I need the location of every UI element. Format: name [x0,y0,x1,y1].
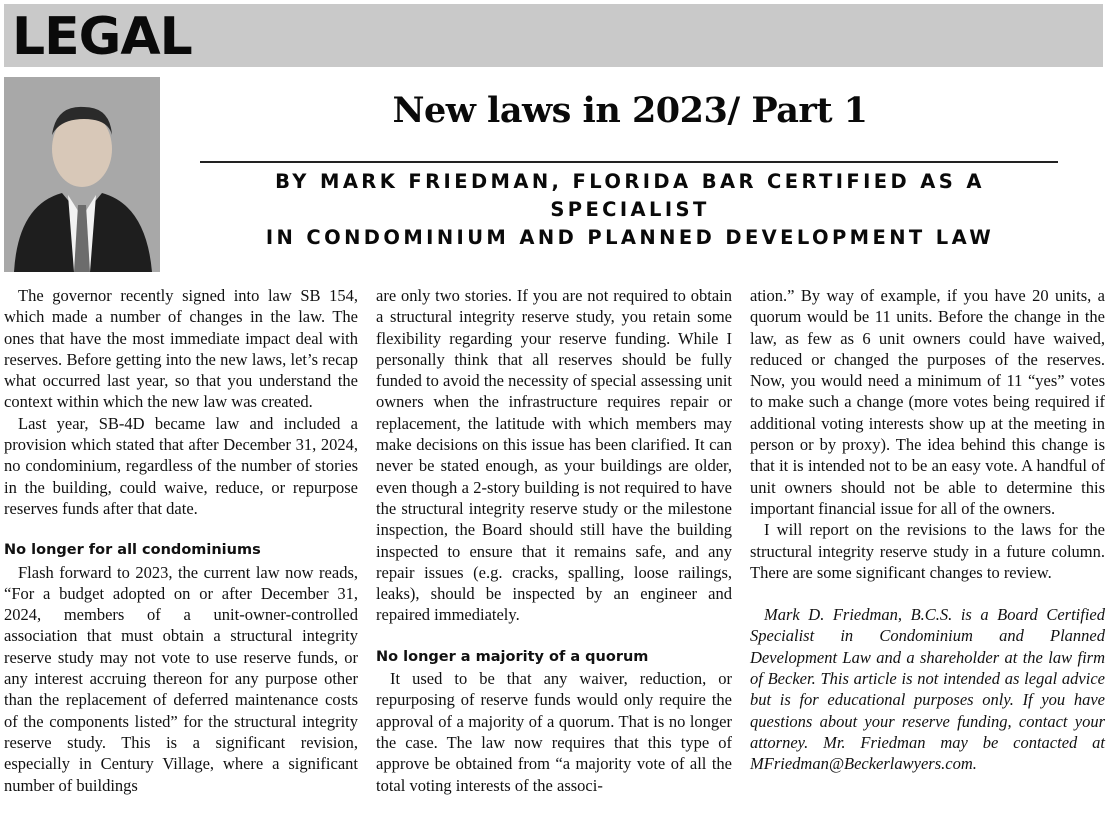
article-byline [196,168,1064,252]
paragraph: ation.” By way of example, if you have 20 units, a quorum would be 11 units. Before the change in the law, as few as 6 unit owners could have waived, reduced or changed the purposes of the reserves. Now, you would need a minimum of 11 “yes” votes to make such a change (more votes being required if additional voting interests show up at the meeting in person or by proxy). The idea behind this change is that it is intended not to be an easy vote. A handful of unit owners should not be able to determine this important financial issue for all of the owners. [750,286,1105,518]
article-column-2 [376,285,732,796]
paragraph: Last year, SB-4D became law and included a provision which stated that after December 31, 2024, no condominium, regardless of the number of stories in the building, could waive, reduce, or repurpose reserves funds after that date. [4,413,358,518]
author-portrait-icon [4,77,160,272]
byline-line-2: IN CONDOMINIUM AND PLANNED DEVELOPMENT LAW [265,226,995,249]
headline-divider [200,161,1058,163]
subheading: No longer for all condominiums [4,542,261,559]
article-headline: New laws in 2023/ Part 1 [392,90,868,131]
section-label: LEGAL [12,7,192,67]
subheading: No longer a majority of a quorum [376,648,649,665]
section-header-bar [4,4,1103,67]
paragraph: I will report on the revisions to the laws for the structural integrity reserve study in a future column. There are some significant changes to review. [750,520,1105,582]
paragraph: It used to be that any waiver, reduction, or repurposing of reserve funds would only require the approval of a majority of a quorum. That is no longer the case. The law now requires that this type of approve be obtained from “a majority vote of all the total voting interests of the associ- [376,669,732,795]
byline-line-1: BY MARK FRIEDMAN, FLORIDA BAR CERTIFIED AS A SPECIALIST [275,170,985,221]
paragraph: The governor recently signed into law SB 154, which made a number of changes in the law. The ones that have the most immediate impact deal with reserves. Before getting into the new laws, let’s recap what occurred last year, so that you understand the context within which the new law was created. [4,286,358,412]
article-column-1 [4,285,358,796]
paragraph: are only two stories. If you are not required to obtain a structural integrity reserve study, you retain some flexibility regarding your reserve funding. While I personally think that all reserves should be fully funded to avoid the necessity of special assessing unit owners when the infrastructure requires repair or replacement, the latitude with which members may make decisions on this issue has been clarified. It can never be stated enough, as your buildings are older, even though a 2-story building is not required to have the structural integrity reserve study or the milestone inspection, the Board should still have the building inspected to ensure that it remains safe, and any repair issues (e.g. cracks, spalling, loose railings, leaks), should be inspected by an engineer and repaired immediately. [376,286,732,625]
author-bio: Mark D. Friedman, B.C.S. is a Board Certified Specialist in Condominium and Planned Development Law and a shareholder at the law firm of Becker. This article is not intended as legal advice but is for educational purposes only. If you have questions about your reserve funding, contact your attorney. Mr. Friedman may be contacted at MFriedman@Beckerlawyers.com. [750,605,1105,774]
article-column-3 [750,285,1105,775]
paragraph: Flash forward to 2023, the current law now reads, “For a budget adopted on or after December 31, 2024, members of a unit-owner-controlled association that must obtain a structural integrity reserve study may not vote to use reserve funds, or any interest accruing thereon for any purpose other than the replacement of deferred maintenance costs of the components listed” for the structural integrity reserve study. This is a significant revision, especially in Century Village, where a significant number of buildings [4,562,358,795]
author-photo [4,77,160,272]
